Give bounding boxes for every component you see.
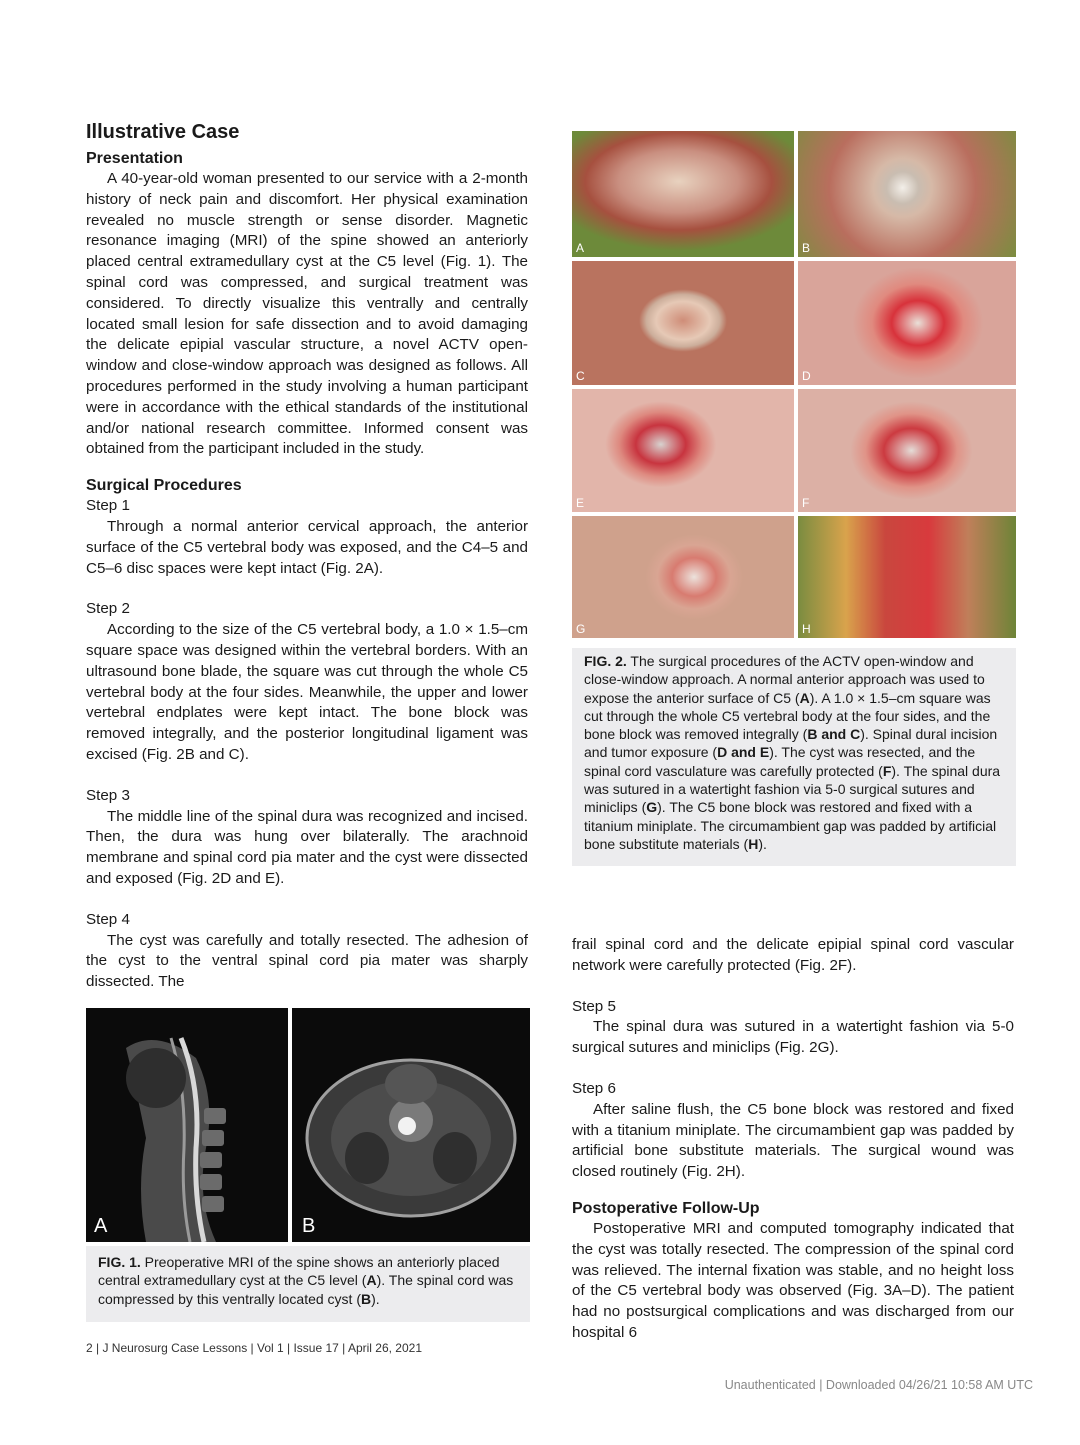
caption-segment: ). The cyst was resected, and the spinal cord vasculature was carefully protected ( — [584, 744, 976, 779]
figure-2-caption-text — [584, 653, 1000, 852]
figure-2-label: FIG. 2. — [584, 653, 627, 669]
caption-panel-ref: H — [748, 835, 759, 852]
step-4-text: The cyst was carefully and totally resected. The adhesion of the cyst to the ventral spinal cord pia mater was sharply dissected. The — [86, 931, 528, 991]
step-3-text: The middle line of the spinal dura was recognized and incised. Then, the dura was hung over bilaterally. The arachnoid membrane and spinal cord pia mater and the cyst were dissected and exposed (Fig. 2D and E). — [86, 807, 528, 887]
caption-segment: ). — [758, 835, 767, 852]
fig2-panel-e — [572, 389, 794, 512]
caption-panel-ref: D and E — [717, 744, 770, 761]
step-4-continued: frail spinal cord and the delicate epipial spinal cord vascular network were carefully protected (Fig. 2F). — [572, 936, 1014, 974]
caption-panel-ref: G — [646, 799, 658, 816]
fig2-panel-b — [798, 131, 1016, 257]
sagittal-mri-image — [86, 1008, 288, 1242]
step-6-label: Step 6 — [572, 1079, 616, 1097]
fig2-label-f: F — [802, 496, 810, 510]
step-2-label: Step 2 — [86, 600, 130, 618]
fig1-panel-a — [86, 1008, 288, 1242]
step-5-label: Step 5 — [572, 997, 616, 1015]
caption-segment: ). The spinal dura was sutured in a watertight fashion via 5-0 surgical sutures and miniclips ( — [584, 762, 1001, 816]
step-3-label: Step 3 — [86, 786, 130, 804]
fig2-panel-g — [572, 516, 794, 638]
caption-panel-ref: B and C — [807, 726, 861, 743]
axial-mri-image — [292, 1008, 530, 1242]
right-column — [572, 935, 1014, 1344]
caption-panel-ref: A — [799, 689, 810, 706]
fig2-panel-f — [798, 389, 1016, 512]
figure-1-caption-text — [98, 1254, 513, 1307]
section-title: Illustrative Case — [86, 121, 240, 143]
caption-segment: ). Spinal dural incision and tumor exposure ( — [584, 726, 998, 761]
step-5-text: The spinal dura was sutured in a watertight fashion via 5-0 surgical sutures and miniclips (Fig. 2G). — [572, 1018, 1014, 1057]
caption-panel-ref: B — [361, 1290, 372, 1307]
fig1-panel-b — [292, 1008, 530, 1242]
fig2-label-a: A — [576, 241, 585, 255]
step-4-label: Step 4 — [86, 910, 130, 928]
caption-segment: ). The C5 bone block was restored and fixed with a titanium miniplate. The circumambient gap was padded by artificial bone substitute materials ( — [584, 799, 997, 852]
followup-heading: Postoperative Follow-Up — [572, 1199, 760, 1217]
fig2-panel-a — [572, 131, 794, 257]
fig2-label-h: H — [802, 622, 811, 636]
fig1-label-b: B — [302, 1215, 316, 1237]
presentation-heading: Presentation — [86, 150, 183, 167]
left-column — [86, 120, 528, 993]
caption-segment: The surgical procedures of the ACTV open-window and close-window approach. A normal anterior approach was used to expose the anterior surface of C5 ( — [584, 653, 985, 706]
step-2-text: According to the size of the C5 vertebral body, a 1.0 × 1.5–cm square space was designed within the vertebral borders. With an ultrasound bone blade, the square was cut through the whole C5 vertebral body at the four sides. Meanwhile, the upper and lower vertebral endplates were kept intact. The bone block was removed integrally, and the posterior longitudinal ligament was excised (Fig. 2B and C). — [86, 621, 528, 763]
fig2-panel-c — [572, 261, 794, 385]
caption-segment: ). The spinal cord was compressed by this ventrally located cyst ( — [98, 1272, 514, 1307]
caption-segment: ). A 1.0 × 1.5–cm square was cut through the whole C5 vertebral body at the four sides, and the bone block was removed integrally ( — [584, 689, 991, 743]
step-6-text: After saline flush, the C5 bone block was restored and fixed with a titanium miniplate. The circumambient gap was padded by artificial bone substitute materials. The surgical wound was closed routinely (Fig. 2H). — [572, 1100, 1014, 1181]
step-1-label: Step 1 — [86, 497, 130, 515]
figure-2-caption — [572, 648, 1016, 866]
caption-segment: Preoperative MRI of the spine shows an anteriorly placed central extramedullary cyst at the C5 level ( — [98, 1254, 500, 1289]
caption-panel-ref: A — [366, 1272, 377, 1289]
followup-text: Postoperative MRI and computed tomography indicated that the cyst was totally resected. The compression of the spinal cord was relieved. The internal fixation was stable, and no height loss of the C5 vertebral body was observed (Fig. 3A–D). The patient had no postsurgical complications and was discharged from our hospital 6 — [572, 1219, 1014, 1341]
fig2-panel-d — [798, 261, 1016, 385]
figure-1-caption — [86, 1246, 530, 1322]
step-1-text: Through a normal anterior cervical approach, the anterior surface of the C5 vertebral body was exposed, and the C4–5 and C5–6 disc spaces were kept intact (Fig. 2A). — [86, 517, 528, 577]
figure-1-label: FIG. 1. — [98, 1254, 141, 1270]
caption-panel-ref: F — [882, 762, 892, 779]
fig2-label-g: G — [576, 622, 586, 636]
presentation-text: A 40-year-old woman presented to our service with a 2-month history of neck pain and discomfort. Her physical examination revealed no muscle strength or sense disorder. Magnetic resonance imaging (MRI) of the spine showed an anteriorly placed central extramedullary cyst at the C5 level (Fig. 1). The spinal cord was compressed, and surgical treatment was considered. To directly visualize this ventrally and centrally located small lesion for safe dissection and to avoid damaging the delicate epipial vascular structure, a novel ACTV open-window and close-window approach was designed as follows. All procedures performed in the study involving a human participant were in accordance with the ethical standards of the institutional and/or national research committee. Informed consent was obtained from the participant included in the study. — [86, 170, 528, 458]
page-footer: 2 | J Neurosurg Case Lessons | Vol 1 | Issue 17 | April 26, 2021 — [86, 1341, 422, 1355]
surgical-procedures-heading: Surgical Procedures — [86, 477, 242, 495]
fig2-label-d: D — [802, 369, 811, 383]
download-note: Unauthenticated | Downloaded 04/26/21 10:58 AM UTC — [724, 1378, 1033, 1392]
fig2-label-b: B — [802, 241, 811, 255]
fig2-label-c: C — [576, 369, 585, 383]
fig2-panel-h — [798, 516, 1016, 638]
caption-segment: ). — [371, 1290, 380, 1307]
fig1-label-a: A — [94, 1215, 108, 1237]
fig2-label-e: E — [576, 496, 585, 510]
